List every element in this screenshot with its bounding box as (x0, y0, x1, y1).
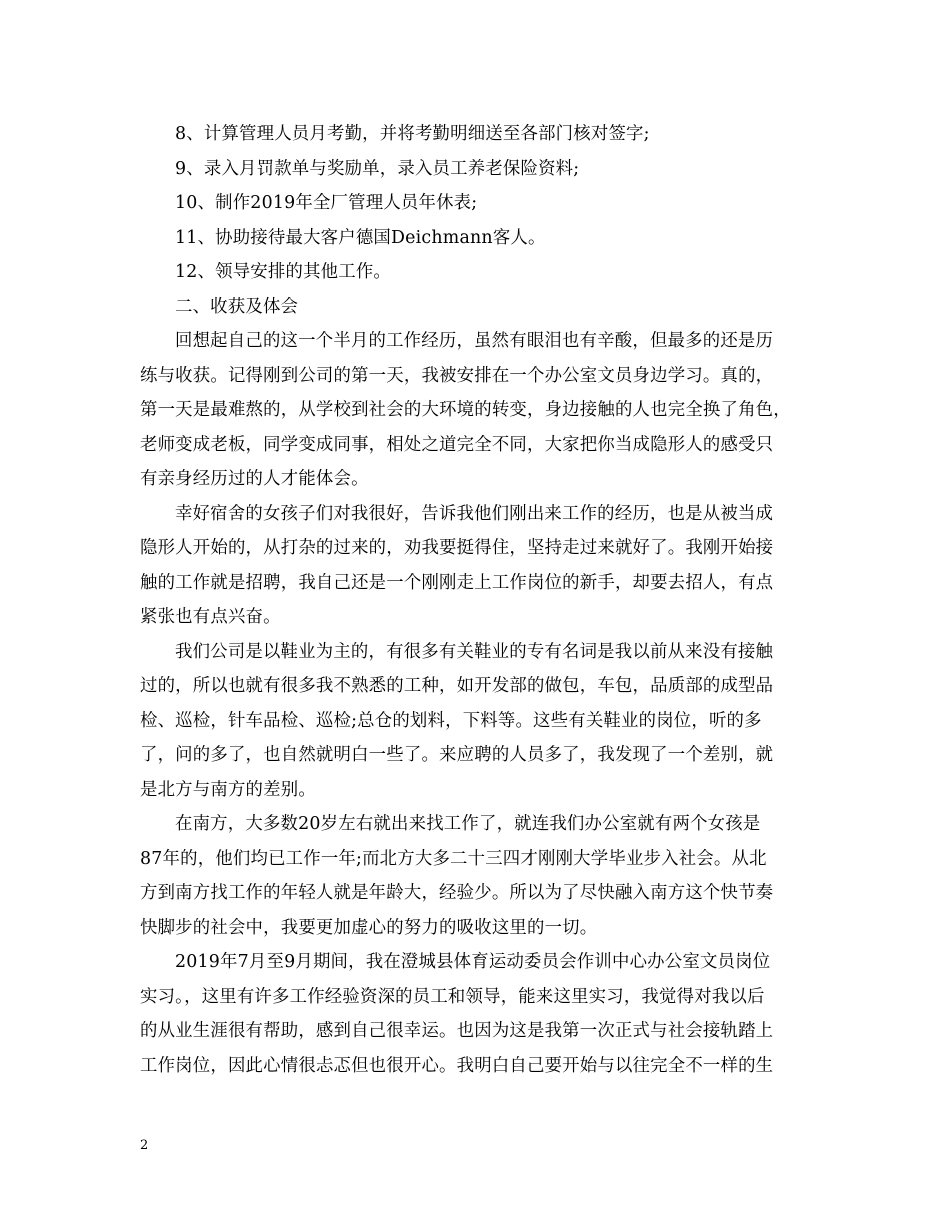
text-line: 触的工作就是招聘，我自己还是一个刚刚走上工作岗位的新手，却要去招人，有点 (140, 572, 774, 593)
text-line: 第一天是最难熬的，从学校到社会的大环境的转变，身边接触的人也完全换了角色， (140, 400, 791, 420)
text-line: 10、制作2019年全厂管理人员年休表; (175, 193, 478, 213)
text-line: 工作岗位，因此心情很忐忑但也很开心。我明白自己要开始与以往完全不一样的生 (140, 1055, 774, 1076)
text-line: 是北方与南方的差别。 (140, 779, 316, 800)
text-line: 幸好宿舍的女孩子们对我很好，告诉我他们刚出来工作的经历，也是从被当成 (175, 503, 774, 524)
text-line: 12、领导安排的其他工作。 (175, 262, 392, 282)
text-line: 87年的，他们均已工作一年;而北方大多二十三四才刚刚大学毕业步入社会。从北 (140, 848, 767, 869)
text-line: 8、计算管理人员月考勤，并将考勤明细送至各部门核对签字; (175, 124, 650, 144)
text-line: 我们公司是以鞋业为主的，有很多有关鞋业的专有名词是我以前从来没有接触 (175, 641, 774, 662)
text-line: 的从业生涯很有帮助，感到自己很幸运。也因为这是我第一次正式与社会接轨踏上 (140, 1021, 774, 1041)
text-line: 紧张也有点兴奋。 (140, 607, 281, 627)
text-line: 过的，所以也就有很多我不熟悉的工种，如开发部的做包，车包，品质部的成型品 (140, 676, 774, 696)
text-line: 回想起自己的这一个半月的工作经历，虽然有眼泪也有辛酸，但最多的还是历 (175, 331, 774, 351)
text-line: 9、录入月罚款单与奖励单，录入员工养老保险资料; (175, 158, 580, 179)
text-line: 老师变成老板，同学变成同事，相处之道完全不同，大家把你当成隐形人的感受只 (140, 434, 774, 455)
document-body (140, 117, 822, 1083)
text-line: 了，问的多了，也自然就明白一些了。来应聘的人员多了，我发现了一个差别，就 (140, 745, 774, 765)
text-line: 方到南方找工作的年轻人就是年龄大，经验少。所以为了尽快融入南方这个快节奏 (140, 883, 774, 903)
text-line: 检、巡检，针车品检、巡检;总仓的划料，下料等。这些有关鞋业的岗位，听的多 (140, 710, 762, 731)
text-line: 在南方，大多数20岁左右就出来找工作了，就连我们办公室就有两个女孩是 (175, 814, 761, 834)
text-line: 快脚步的社会中，我要更加虚心的努力的吸收这里的一切。 (140, 917, 598, 938)
text-line: 有亲身经历过的人才能体会。 (140, 469, 369, 489)
text-line: 11、协助接待最大客户德国Deichmann客人。 (175, 227, 546, 248)
page-number: 2 (140, 1138, 149, 1153)
text-line: 二、收获及体会 (175, 296, 299, 317)
text-line: 2019年7月至9月期间，我在澄城县体育运动委员会作训中心办公室文员岗位 (175, 952, 771, 972)
text-line: 练与收获。记得刚到公司的第一天，我被安排在一个办公室文员身边学习。真的， (140, 365, 774, 386)
text-line: 实习。，这里有许多工作经验资深的员工和领导，能来这里实习，我觉得对我以后 (140, 986, 765, 1007)
text-line: 隐形人开始的，从打杂的过来的，劝我要挺得住，坚持走过来就好了。我刚开始接 (140, 538, 774, 558)
